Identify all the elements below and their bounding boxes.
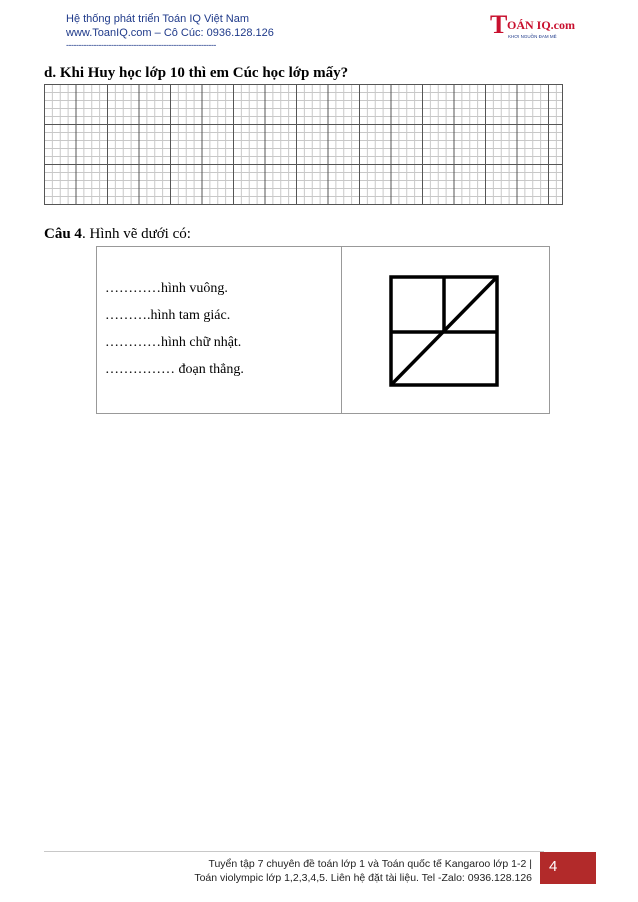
table-divider — [341, 247, 342, 413]
logo-initial: T — [490, 10, 508, 39]
footer-line-1: Tuyển tập 7 chuyên đề toán lớp 1 và Toán quốc tế Kangaroo lớp 1-2 | — [208, 858, 532, 870]
header-line-2: www.ToanIQ.com – Cô Cúc: 0936.128.126 — [66, 27, 274, 39]
question-4-label: Câu 4 — [44, 226, 82, 242]
question-4-text: . Hình vẽ dưới có: — [81, 226, 191, 242]
item-segments: …………… đoạn thẳng. — [105, 362, 244, 377]
page-number: 4 — [540, 852, 596, 884]
answer-items — [105, 275, 244, 383]
header-line-1: Hệ thống phát triển Toán IQ Việt Nam — [66, 13, 250, 25]
logo-text: OÁN IQ.com — [507, 18, 575, 32]
geometry-figure — [389, 275, 501, 389]
page-header — [66, 12, 274, 50]
header-rule: ------------------------------------------------------------ — [66, 40, 216, 50]
toaniq-logo — [490, 10, 580, 44]
page-footer — [194, 857, 532, 885]
answer-grid — [44, 84, 563, 205]
item-triangles: ……….hình tam giác. — [105, 308, 231, 323]
item-squares: …………hình vuông. — [105, 281, 228, 296]
footer-rule — [44, 851, 544, 852]
item-rectangles: …………hình chữ nhật. — [105, 335, 242, 350]
logo-tagline: KHƠI NGUỒN ĐAM MÊ — [508, 34, 557, 39]
question-4 — [44, 226, 191, 243]
footer-line-2: Toán violympic lớp 1,2,3,4,5. Liên hệ đặt tài liệu. Tel -Zalo: 0936.128.126 — [194, 872, 532, 884]
question-4-table — [96, 246, 550, 414]
question-d: d. Khi Huy học lớp 10 thì em Cúc học lớp mấy? — [44, 65, 349, 81]
